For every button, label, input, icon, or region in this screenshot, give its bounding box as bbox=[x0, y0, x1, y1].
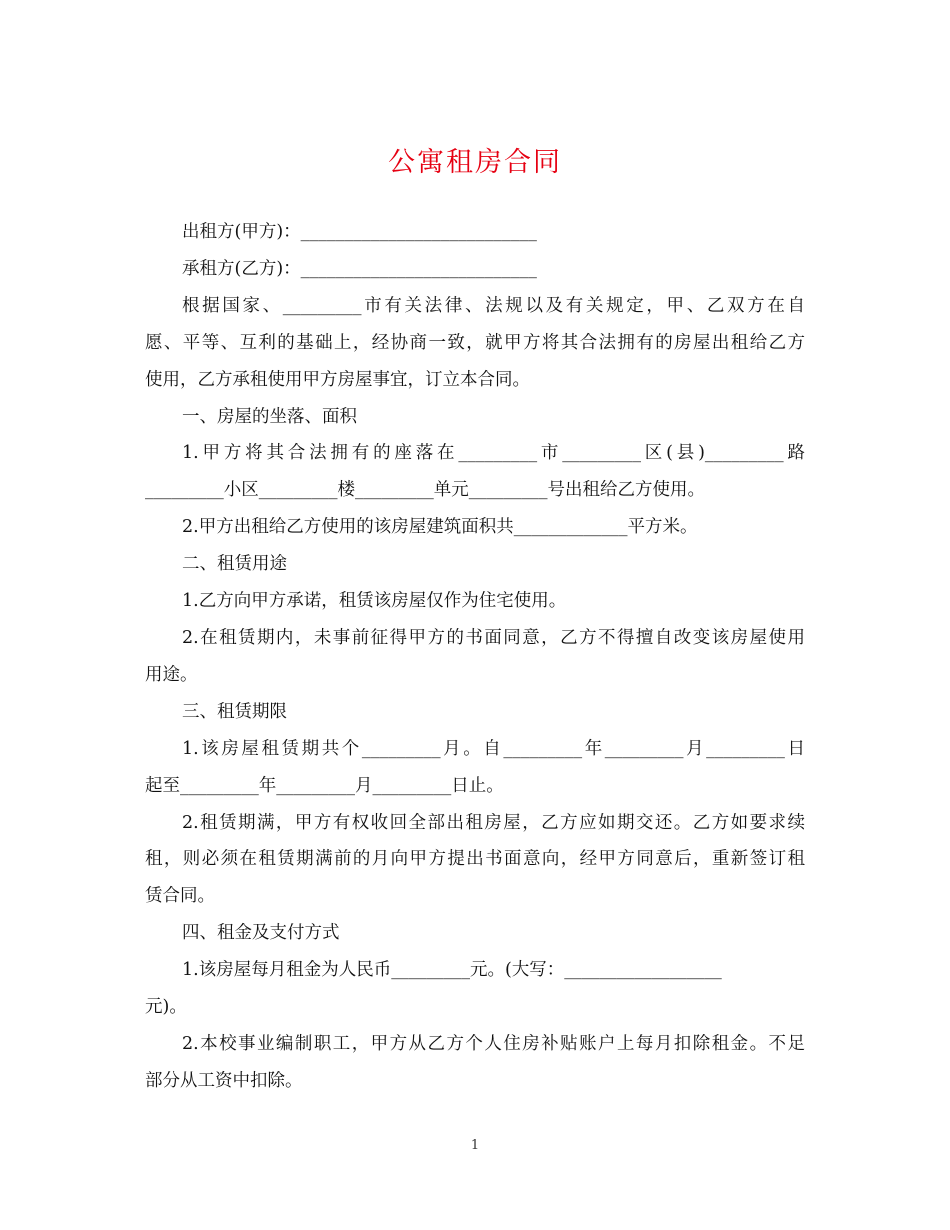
clause-line: 2.甲方出租给乙方使用的该房屋建筑面积共_____________平方米。 bbox=[182, 517, 698, 538]
clause-line: 部分从工资中扣除。 bbox=[145, 1070, 303, 1091]
clause-line: 2.本校事业编制职工，甲方从乙方个人住房补贴账户上每月扣除租金。不足 bbox=[182, 1033, 805, 1054]
clause-line: 2.在租赁期内，未事前征得甲方的书面同意，乙方不得擅自改变该房屋使用 bbox=[182, 627, 805, 648]
clause-line: 1.乙方向甲方承诺，租赁该房屋仅作为住宅使用。 bbox=[182, 591, 567, 612]
preamble-line: 使用，乙方承租使用甲方房屋事宜，订立本合同。 bbox=[145, 369, 530, 390]
preamble-line: 根据国家、_________市有关法律、法规以及有关规定，甲、乙双方在自 bbox=[182, 295, 805, 316]
clause-line: 赁合同。 bbox=[145, 886, 215, 907]
party-a-line: 出租方(甲方)：___________________________ bbox=[182, 222, 537, 242]
clause-line: 租，则必须在租赁期满前的月向甲方提出书面意向，经甲方同意后，重新签订租 bbox=[145, 849, 805, 870]
party-b-line: 承租方(乙方)：___________________________ bbox=[182, 258, 537, 279]
section-heading: 三、租赁期限 bbox=[182, 701, 287, 722]
section-heading: 二、租赁用途 bbox=[182, 554, 287, 575]
clause-line: 用途。 bbox=[145, 664, 198, 685]
section-heading: 一、房屋的坐落、面积 bbox=[182, 406, 357, 427]
clause-line: 1.甲方将其合法拥有的座落在_________市_________区(县)_________路 bbox=[182, 443, 805, 464]
clause-line: 起至_________年_________月_________日止。 bbox=[145, 775, 504, 796]
clause-line: _________小区_________楼_________单元_________号出租给乙方使用。 bbox=[145, 480, 705, 501]
page-number: 1 bbox=[470, 1138, 480, 1153]
section-heading: 四、租金及支付方式 bbox=[182, 923, 340, 944]
document-title: 公寓租房合同 bbox=[388, 147, 562, 178]
clause-line: 1.该房屋租赁期共个_________月。自_________年_________月_________日 bbox=[182, 738, 805, 759]
preamble-line: 愿、平等、互利的基础上，经协商一致，就甲方将其合法拥有的房屋出租给乙方 bbox=[145, 332, 805, 353]
clause-line: 元)。 bbox=[145, 997, 187, 1018]
clause-line: 1.该房屋每月租金为人民币_________元。(大写：__________________ bbox=[182, 960, 722, 981]
clause-line: 2.租赁期满，甲方有权收回全部出租房屋，乙方应如期交还。乙方如要求续 bbox=[182, 812, 805, 833]
document-body bbox=[145, 214, 805, 1100]
